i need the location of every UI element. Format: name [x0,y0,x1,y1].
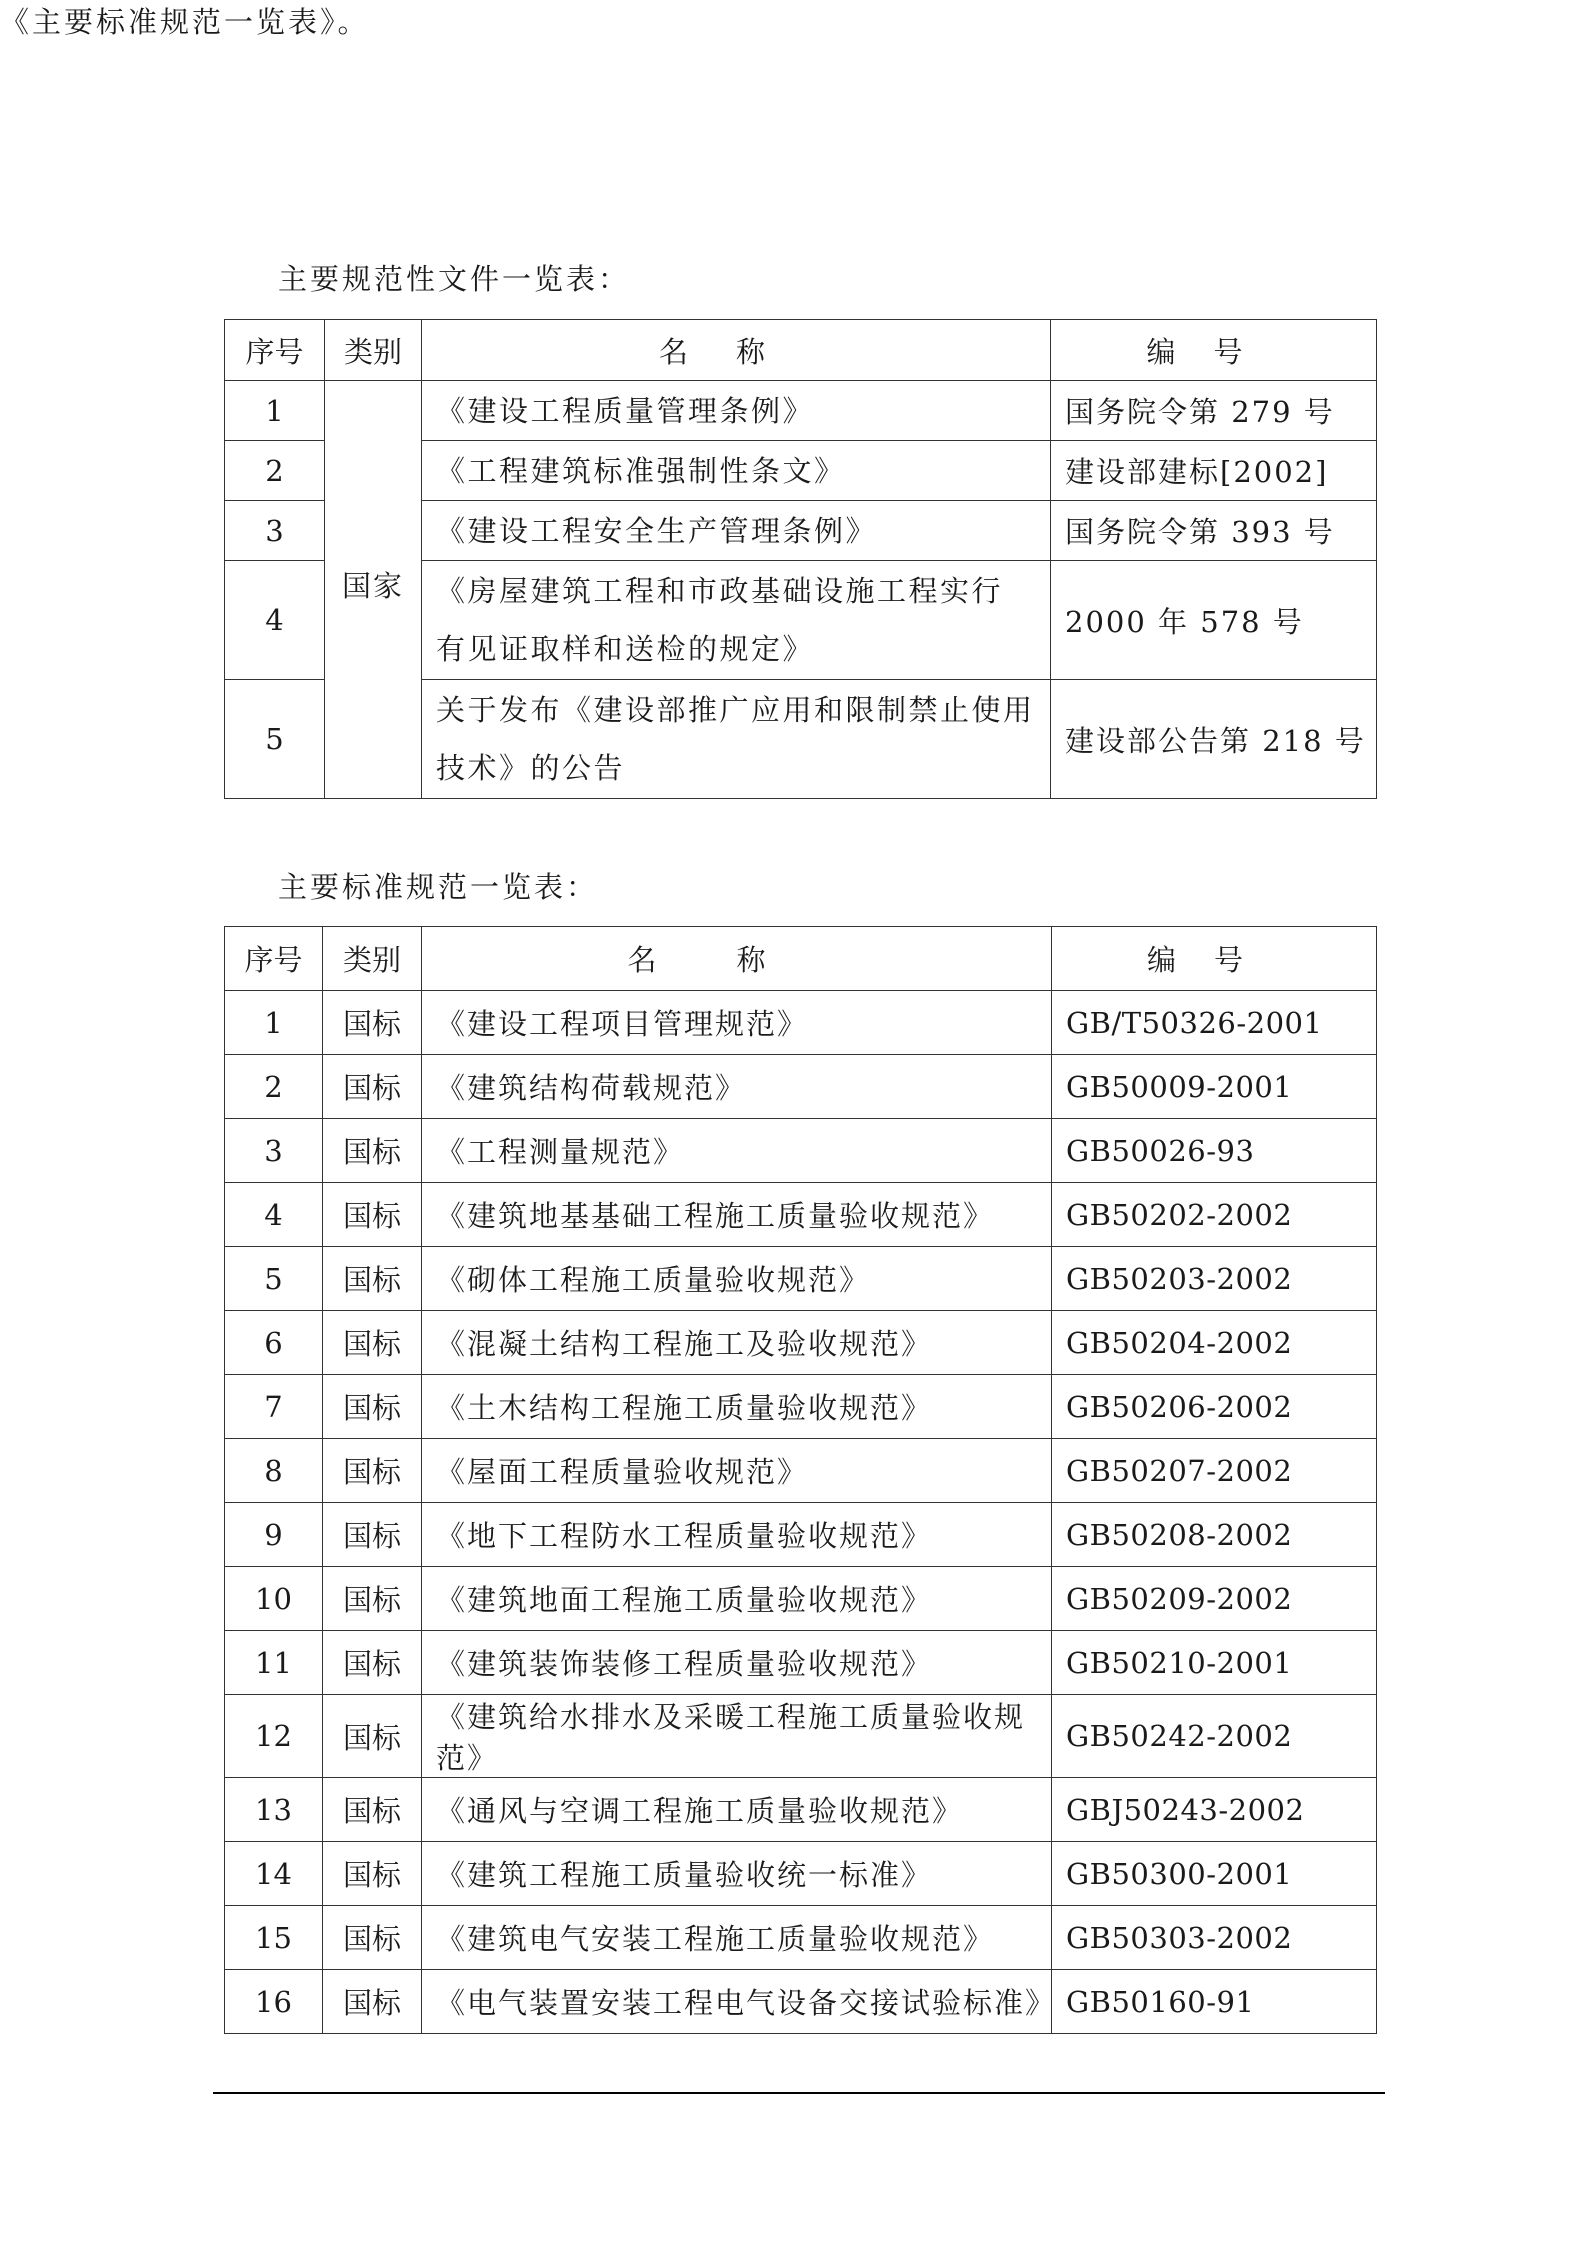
table-row [225,1906,1377,1970]
table-row [225,1247,1377,1311]
row-name: 《电气装置安装工程电气设备交接试验标准》 [422,1970,1052,2034]
row-seq: 7 [225,1375,323,1439]
row-name-line1: 《房屋建筑工程和市政基础设施工程实行 [436,574,1004,608]
table-row [225,1695,1377,1778]
row-code: 国务院令第 279 号 [1051,381,1377,441]
row-seq: 6 [225,1311,323,1375]
row-code: GB50210-2001 [1052,1631,1377,1695]
row-seq: 2 [225,441,325,501]
header-category: 类别 [323,927,422,991]
table-header-row [225,320,1377,381]
row-category: 国标 [323,1970,422,2034]
row-code: GB50026-93 [1052,1119,1377,1183]
row-category: 国标 [323,1055,422,1119]
row-name: 《通风与空调工程施工质量验收规范》 [422,1778,1052,1842]
table-row [225,1183,1377,1247]
row-name: 《屋面工程质量验收规范》 [422,1439,1052,1503]
row-name: 《建筑电气安装工程施工质量验收规范》 [422,1906,1052,1970]
row-code: GB50300-2001 [1052,1842,1377,1906]
row-category: 国标 [323,1567,422,1631]
row-category: 国标 [323,1906,422,1970]
intro-paragraph: 《主要标准规范一览表》。 [0,5,370,39]
row-category-merged [325,381,422,799]
row-seq: 11 [225,1631,323,1695]
row-seq: 5 [225,1247,323,1311]
row-seq: 10 [225,1567,323,1631]
table-row [225,1119,1377,1183]
row-name: 《建设工程安全生产管理条例》 [422,501,1051,561]
row-code: 建设部建标[2002] [1051,441,1377,501]
row-name: 《建设工程项目管理规范》 [422,991,1052,1055]
table-row [225,1311,1377,1375]
row-code: GB50242-2002 [1052,1695,1377,1778]
header-seq: 序号 [225,927,323,991]
header-name: 名称 [422,320,1051,381]
row-category: 国标 [323,1778,422,1842]
category-label: 国家 [341,569,404,603]
row-code: GB50207-2002 [1052,1439,1377,1503]
row-category: 国标 [323,1439,422,1503]
row-code: GB50204-2002 [1052,1311,1377,1375]
footer-rule [213,2092,1385,2094]
row-seq: 4 [225,1183,323,1247]
row-category: 国标 [323,1631,422,1695]
header-code: 编号 [1052,927,1377,991]
row-code: GB50202-2002 [1052,1183,1377,1247]
row-code: GBJ50243-2002 [1052,1778,1377,1842]
row-code: 国务院令第 393 号 [1051,501,1377,561]
row-seq: 5 [225,680,325,799]
row-category: 国标 [323,1311,422,1375]
standards-table [224,926,1377,2034]
row-seq: 15 [225,1906,323,1970]
row-category: 国标 [323,1247,422,1311]
row-category: 国标 [323,991,422,1055]
table-row [225,1503,1377,1567]
table-row [225,1567,1377,1631]
row-name [422,680,1051,799]
row-name: 《建筑结构荷载规范》 [422,1055,1052,1119]
standards-table-body [225,991,1377,2034]
table-row [225,1055,1377,1119]
row-name: 《建设工程质量管理条例》 [422,381,1051,441]
table-header-row [225,927,1377,991]
row-seq: 1 [225,991,323,1055]
row-code: GB50209-2002 [1052,1567,1377,1631]
row-category: 国标 [323,1375,422,1439]
table-row [225,991,1377,1055]
row-name-line1: 关于发布《建设部推广应用和限制禁止使用 [436,693,1035,727]
row-category: 国标 [323,1503,422,1567]
row-code: GB50203-2002 [1052,1247,1377,1311]
row-seq: 2 [225,1055,323,1119]
table-row [225,381,1377,441]
row-name: 《砌体工程施工质量验收规范》 [422,1247,1052,1311]
row-name: 《工程建筑标准强制性条文》 [422,441,1051,501]
row-seq: 9 [225,1503,323,1567]
header-seq: 序号 [225,320,325,381]
row-name [422,561,1051,680]
row-category: 国标 [323,1695,422,1778]
table-row [225,1970,1377,2034]
row-name: 《建筑地基基础工程施工质量验收规范》 [422,1183,1052,1247]
row-seq: 4 [225,561,325,680]
table-row [225,1631,1377,1695]
row-code: 建设部公告第 218 号 [1051,680,1377,799]
row-category: 国标 [323,1119,422,1183]
row-seq: 3 [225,1119,323,1183]
row-name: 《工程测量规范》 [422,1119,1052,1183]
row-seq: 8 [225,1439,323,1503]
row-name: 《混凝土结构工程施工及验收规范》 [422,1311,1052,1375]
row-name: 《建筑给水排水及采暖工程施工质量验收规范》 [422,1695,1052,1778]
table-row [225,1375,1377,1439]
row-code: GB50206-2002 [1052,1375,1377,1439]
regulatory-documents-table [224,319,1377,799]
row-name: 《地下工程防水工程质量验收规范》 [422,1503,1052,1567]
row-code: GB50303-2002 [1052,1906,1377,1970]
row-name-line2: 有见证取样和送检的规定》 [436,632,815,666]
row-category: 国标 [323,1842,422,1906]
row-name: 《建筑工程施工质量验收统一标准》 [422,1842,1052,1906]
row-category: 国标 [323,1183,422,1247]
row-seq: 14 [225,1842,323,1906]
row-code: 2000 年 578 号 [1051,561,1377,680]
row-seq: 3 [225,501,325,561]
header-name: 名称 [422,927,1052,991]
table-row [225,1439,1377,1503]
row-code: GB/T50326-2001 [1052,991,1377,1055]
table-row [225,1778,1377,1842]
row-name: 《建筑地面工程施工质量验收规范》 [422,1567,1052,1631]
row-seq: 12 [225,1695,323,1778]
row-name: 《土木结构工程施工质量验收规范》 [422,1375,1052,1439]
table1-title: 主要规范性文件一览表： [278,262,631,296]
row-code: GB50009-2001 [1052,1055,1377,1119]
header-category: 类别 [325,320,422,381]
row-name: 《建筑装饰装修工程质量验收规范》 [422,1631,1052,1695]
table-row [225,1842,1377,1906]
row-name-line2: 技术》的公告 [436,751,626,785]
row-seq: 13 [225,1778,323,1842]
row-seq: 16 [225,1970,323,2034]
row-seq: 1 [225,381,325,441]
table2-title: 主要标准规范一览表： [278,870,599,904]
row-code: GB50208-2002 [1052,1503,1377,1567]
header-code: 编号 [1051,320,1377,381]
row-code: GB50160-91 [1052,1970,1377,2034]
